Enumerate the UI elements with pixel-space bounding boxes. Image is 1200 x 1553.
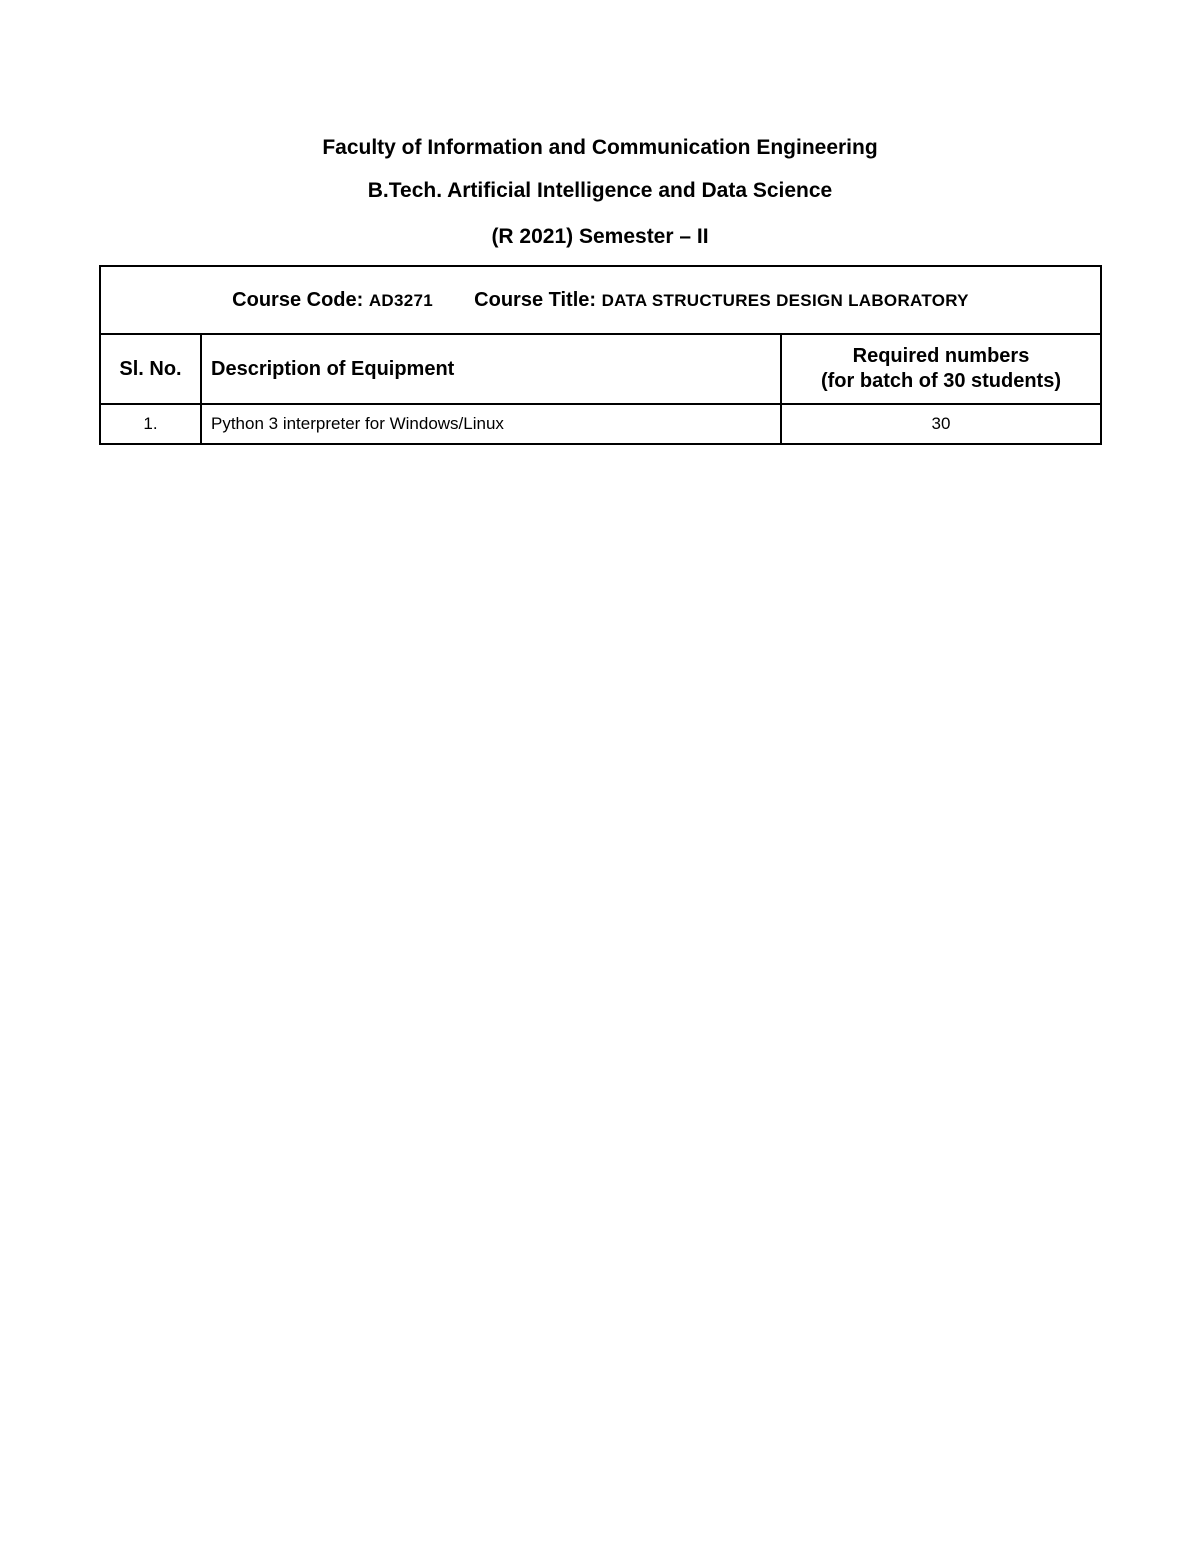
cell-description: Python 3 interpreter for Windows/Linux — [201, 404, 781, 444]
table-row — [100, 404, 1101, 444]
cell-sl-no: 1. — [100, 404, 201, 444]
required-header-line1: Required numbers — [852, 345, 1030, 367]
column-header-required — [781, 334, 1101, 404]
column-header-description: Description of Equipment — [201, 334, 781, 404]
cell-required: 30 — [781, 404, 1101, 444]
required-header-line2: (for batch of 30 students) — [820, 370, 1061, 392]
faculty-heading: Faculty of Information and Communication Engineering — [322, 136, 878, 159]
column-header-sl-no: Sl. No. — [100, 334, 201, 404]
course-info-cell — [100, 266, 1101, 334]
table-header-row — [100, 334, 1101, 404]
course-info-row — [100, 266, 1101, 334]
programme-heading: B.Tech. Artificial Intelligence and Data Science — [367, 179, 833, 202]
course-code-label: Course Code: — [232, 288, 364, 311]
equipment-table — [99, 265, 1102, 445]
course-title: DATA STRUCTURES DESIGN LABORATORY — [601, 290, 969, 310]
semester-heading: (R 2021) Semester – II — [491, 225, 709, 248]
course-code: AD3271 — [368, 290, 434, 310]
course-title-label: Course Title: — [474, 288, 597, 311]
